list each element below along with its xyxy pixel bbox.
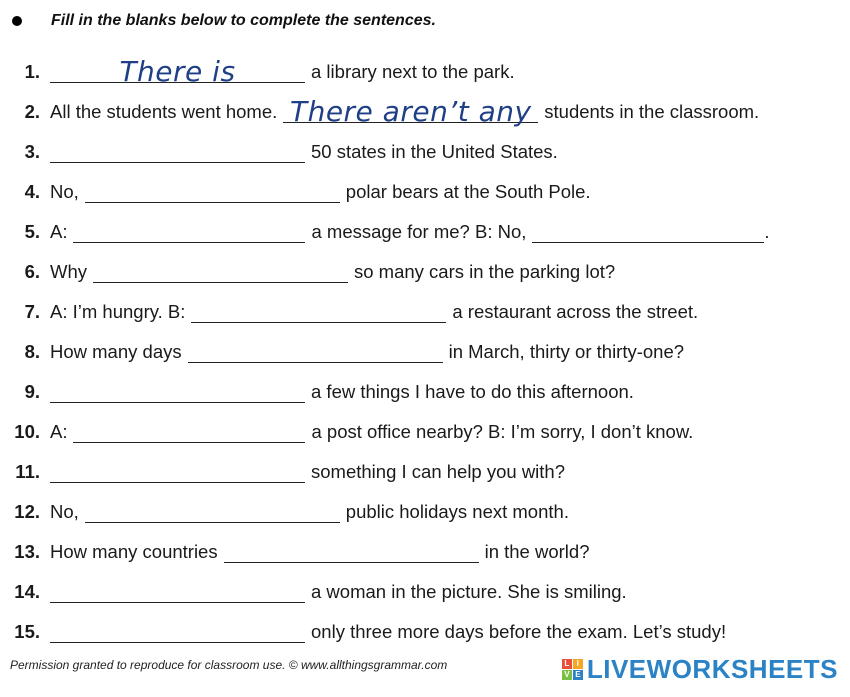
question-row xyxy=(0,212,770,252)
question-text-end: . xyxy=(764,221,770,242)
brand-icon-tile: I xyxy=(573,659,583,669)
answer-blank[interactable] xyxy=(50,382,305,403)
question-number: 15. xyxy=(14,621,40,642)
brand-text: LIVEWORKSHEETS xyxy=(586,654,838,684)
question-row xyxy=(0,452,565,492)
question-text-after: a few things I have to do this afternoon. xyxy=(311,381,634,402)
answer-blank[interactable] xyxy=(73,422,305,443)
instruction-line xyxy=(12,10,436,32)
instruction-text: Fill in the blanks below to complete the sentences. xyxy=(51,12,436,29)
question-text-after: a woman in the picture. She is smiling. xyxy=(311,581,627,602)
answer-blank[interactable] xyxy=(188,342,443,363)
question-number: 1. xyxy=(24,61,40,82)
answer-blank[interactable] xyxy=(85,182,340,203)
question-row xyxy=(0,92,759,132)
question-row xyxy=(0,252,615,292)
answer-blank[interactable] xyxy=(50,54,305,88)
question-number: 4. xyxy=(24,181,40,202)
question-text-before: A: I’m hungry. B: xyxy=(50,301,186,322)
liveworksheets-icon xyxy=(562,659,583,680)
question-text-after: polar bears at the South Pole. xyxy=(345,181,591,202)
question-text-after: only three more days before the exam. Let’s study! xyxy=(311,621,727,642)
permission-note: Permission granted to reproduce for classroom use. © www.allthingsgrammar.com xyxy=(10,658,448,672)
question-number: 14. xyxy=(14,581,40,602)
question-number: 13. xyxy=(14,541,40,562)
question-row xyxy=(0,372,634,412)
question-text-after: a message for me? B: No, xyxy=(311,221,527,242)
answer-text: There is xyxy=(119,54,236,88)
question-text-before: All the students went home. xyxy=(50,101,278,122)
answer-blank[interactable] xyxy=(50,142,305,163)
brand-icon-tile: L xyxy=(562,659,572,669)
question-number: 11. xyxy=(15,461,40,482)
question-number: 9. xyxy=(24,381,40,402)
question-number: 5. xyxy=(24,221,40,242)
answer-blank[interactable] xyxy=(191,302,446,323)
question-text-before: Why xyxy=(50,261,87,282)
question-number: 7. xyxy=(24,301,40,322)
question-row xyxy=(0,332,684,372)
answer-blank[interactable] xyxy=(50,622,305,643)
question-number: 12. xyxy=(14,501,40,522)
question-text-before: How many days xyxy=(50,341,182,362)
question-row xyxy=(0,132,558,172)
question-text-before: No, xyxy=(50,501,79,522)
question-row xyxy=(0,532,590,572)
answer-blank[interactable] xyxy=(50,582,305,603)
question-row xyxy=(0,412,693,452)
question-text-after: in the world? xyxy=(484,541,590,562)
question-text-before: A: xyxy=(50,221,68,242)
answer-blank-2[interactable] xyxy=(532,222,764,243)
question-number: 10. xyxy=(14,421,40,442)
question-text-before: No, xyxy=(50,181,79,202)
answer-blank[interactable] xyxy=(224,542,479,563)
question-row xyxy=(0,612,726,652)
question-text-after: a post office nearby? B: I’m sorry, I don’t know. xyxy=(311,421,694,442)
bullet-icon xyxy=(12,16,22,26)
answer-text: There aren’t any xyxy=(289,94,532,128)
question-text-after: a library next to the park. xyxy=(311,61,515,82)
question-row xyxy=(0,572,627,612)
brand-icon-tile: E xyxy=(573,670,583,680)
question-number: 8. xyxy=(24,341,40,362)
answer-blank[interactable] xyxy=(93,262,348,283)
question-row xyxy=(0,172,591,212)
answer-blank[interactable] xyxy=(73,222,305,243)
answer-blank[interactable] xyxy=(283,94,538,128)
question-text-after: students in the classroom. xyxy=(544,101,760,122)
question-text-after: public holidays next month. xyxy=(345,501,569,522)
question-text-before: A: xyxy=(50,421,68,442)
question-text-before: How many countries xyxy=(50,541,218,562)
question-text-after: in March, thirty or thirty-one? xyxy=(448,341,685,362)
question-row xyxy=(0,52,515,92)
liveworksheets-logo xyxy=(562,654,838,685)
question-number: 6. xyxy=(24,261,40,282)
question-row xyxy=(0,292,698,332)
question-text-after: so many cars in the parking lot? xyxy=(354,261,616,282)
answer-blank[interactable] xyxy=(85,502,340,523)
question-text-after: a restaurant across the street. xyxy=(452,301,699,322)
question-number: 2. xyxy=(24,101,40,122)
question-text-after: something I can help you with? xyxy=(311,461,566,482)
question-text-after: 50 states in the United States. xyxy=(311,141,558,162)
answer-blank[interactable] xyxy=(50,462,305,483)
question-row xyxy=(0,492,569,532)
brand-icon-tile: V xyxy=(562,670,572,680)
question-number: 3. xyxy=(24,141,40,162)
